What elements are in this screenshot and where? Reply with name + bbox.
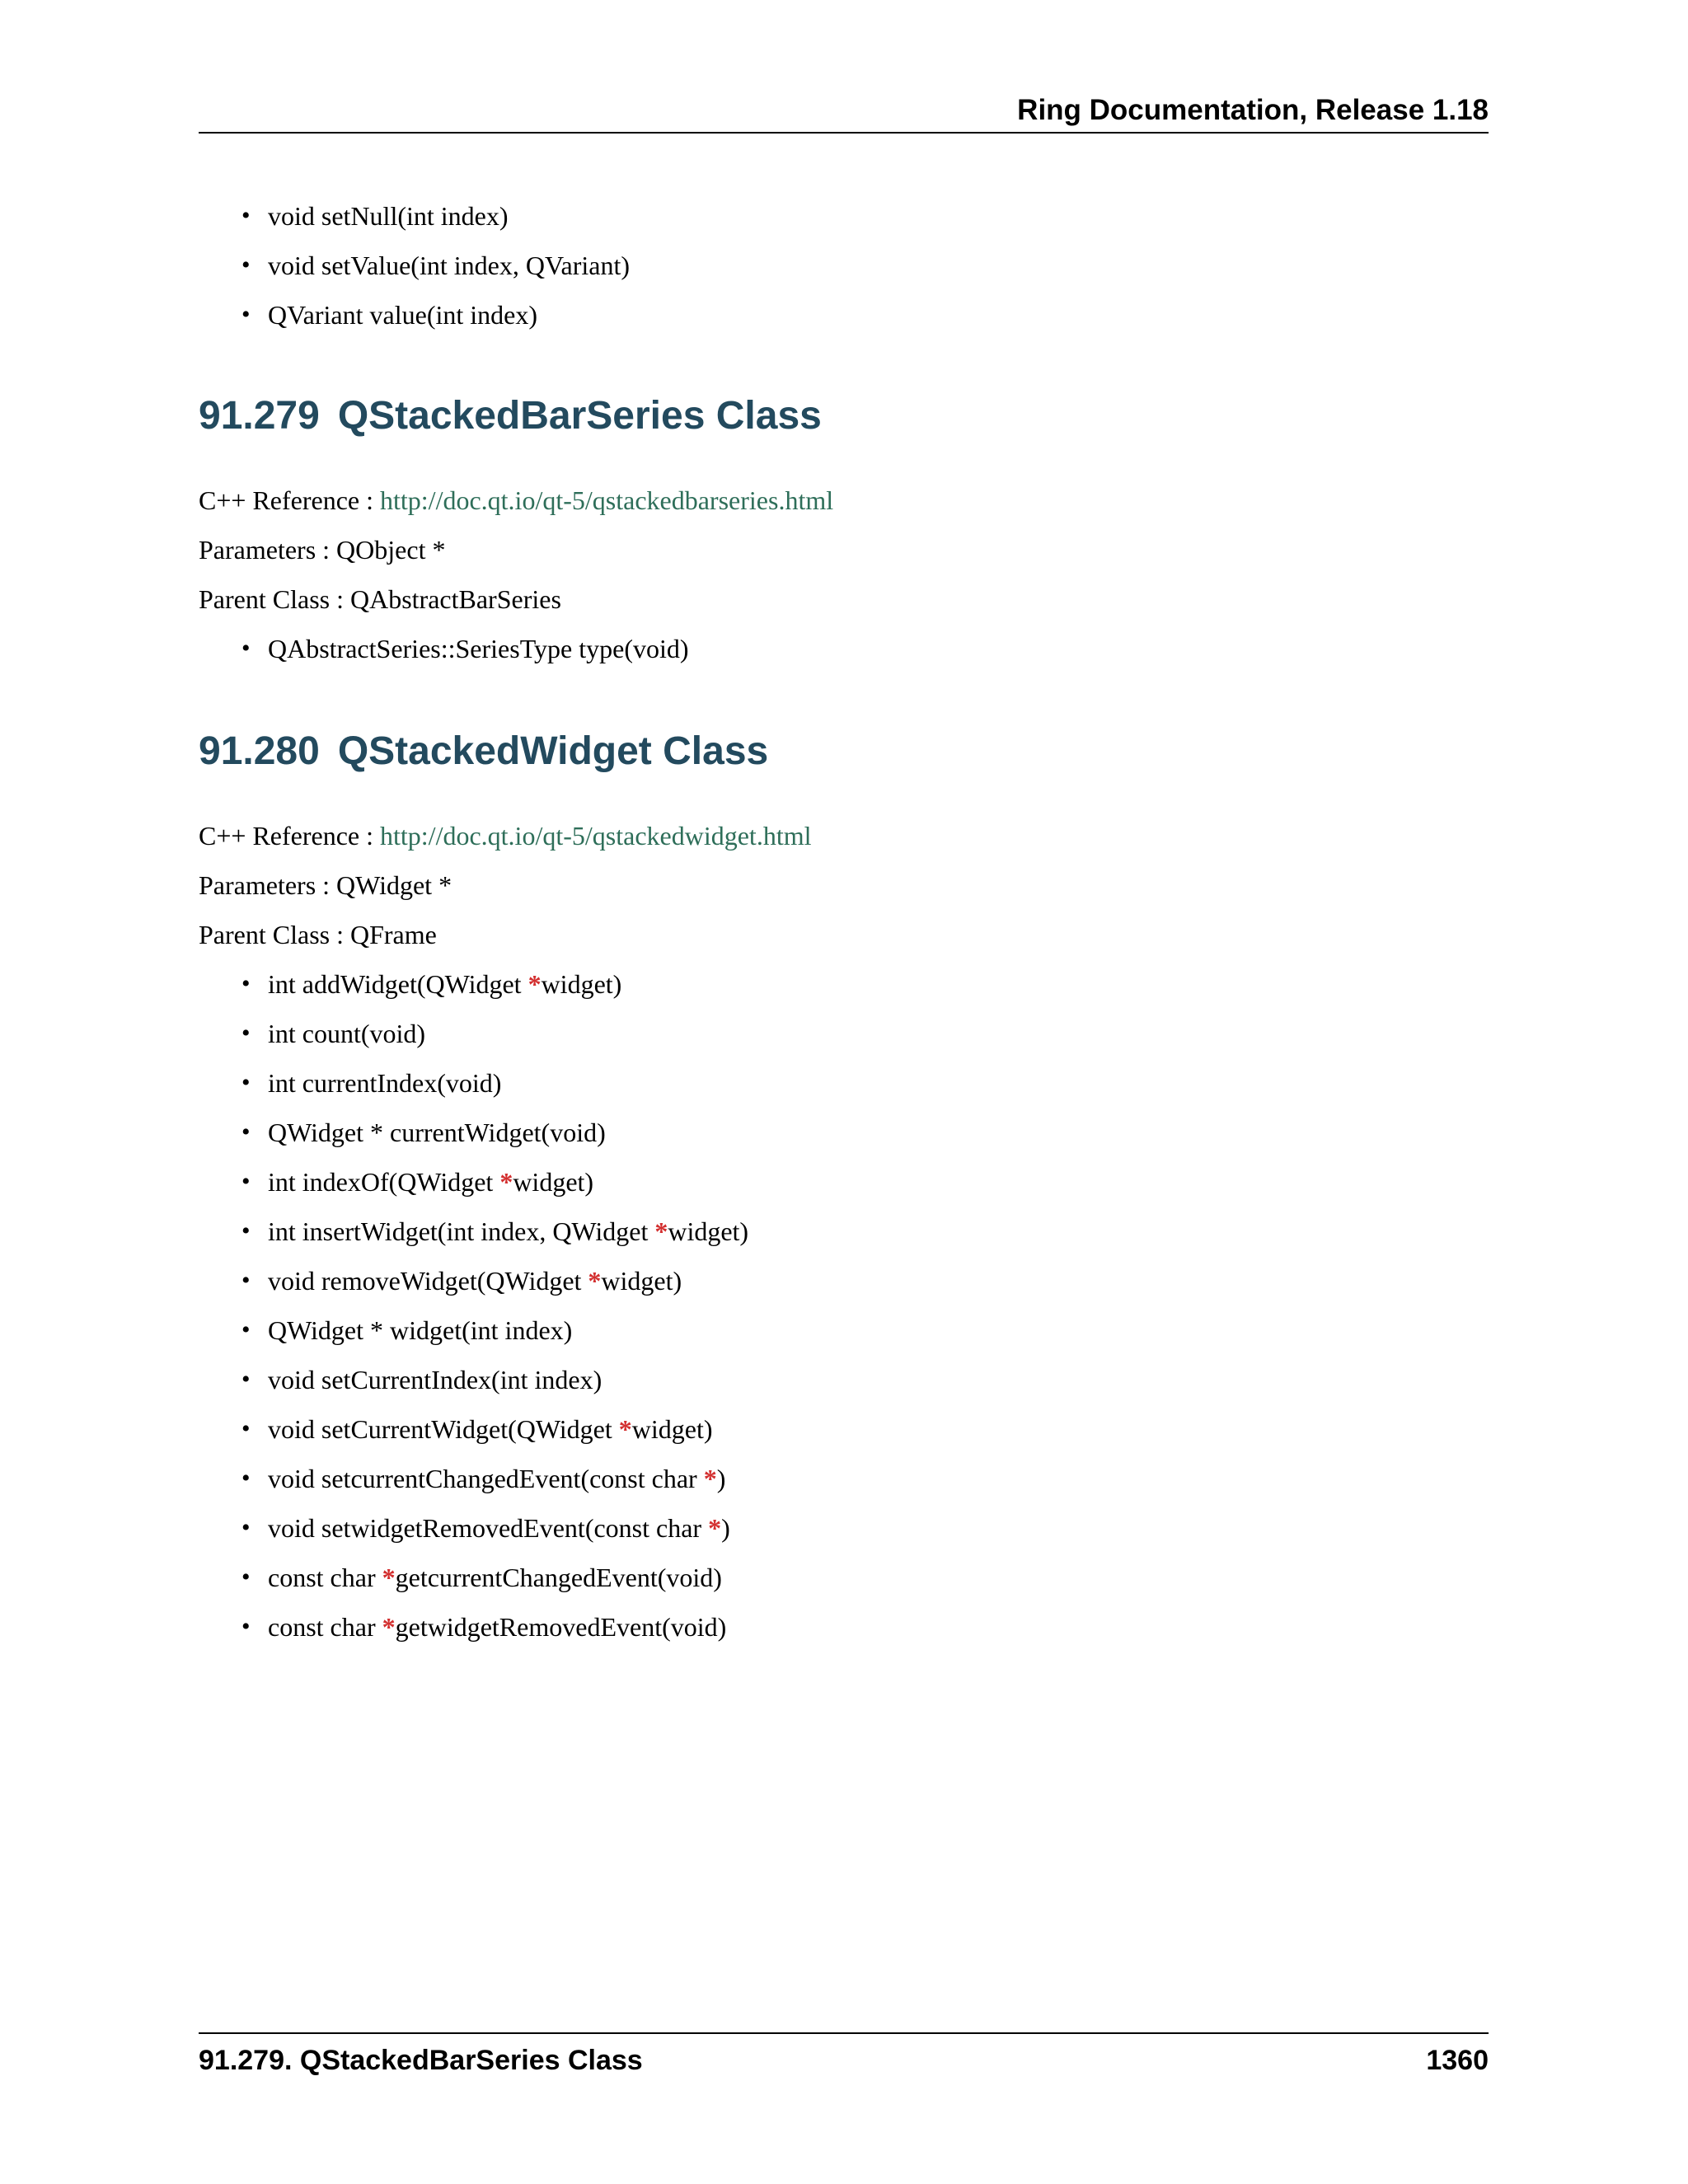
section-heading-qstackedwidget (199, 727, 768, 776)
method-signature: QWidget * widget(int index) (268, 1315, 573, 1345)
bullet-icon: • (241, 1563, 251, 1591)
method-signature-tail: widget) (601, 1266, 682, 1296)
list-item (199, 1553, 1489, 1602)
parameters: Parameters : QObject * (199, 535, 446, 565)
list-item (199, 1256, 1489, 1305)
bullet-icon: • (241, 1267, 251, 1294)
page-number: 1360 (1426, 2045, 1489, 2076)
method-signature: const char (268, 1612, 382, 1642)
cpp-reference-label: C++ Reference : (199, 485, 380, 515)
bullet-icon: • (241, 1415, 251, 1442)
method-signature-tail: getcurrentChangedEvent(void) (395, 1563, 722, 1592)
method-signature: QAbstractSeries::SeriesType type(void) (268, 634, 689, 663)
asterisk-marker: * (618, 1414, 632, 1444)
bullet-icon: • (241, 301, 251, 328)
footer-section-ref: 91.279. QStackedBarSeries Class (199, 2045, 643, 2076)
asterisk-marker: * (708, 1513, 722, 1543)
asterisk-marker: * (528, 969, 542, 999)
method-signature: void setcurrentChangedEvent(const char (268, 1464, 704, 1493)
method-signature: int indexOf(QWidget (268, 1167, 500, 1197)
asterisk-marker: * (499, 1167, 513, 1197)
method-signature-tail: widget) (513, 1167, 594, 1197)
method-signature: void setCurrentIndex(int index) (268, 1365, 603, 1394)
list-item (199, 290, 1489, 340)
section-title: QStackedBarSeries Class (337, 394, 822, 438)
bullet-icon: • (241, 202, 251, 229)
method-signature-tail: widget) (668, 1216, 749, 1246)
parameters: Parameters : QWidget * (199, 870, 452, 900)
method-signature: const char (268, 1563, 382, 1592)
method-signature: QWidget * currentWidget(void) (268, 1118, 606, 1147)
list-item (199, 1305, 1489, 1355)
bullet-icon: • (241, 1217, 251, 1244)
bullet-icon: • (241, 251, 251, 279)
asterisk-marker: * (654, 1216, 668, 1246)
list-item (199, 1602, 1489, 1652)
method-signature-tail: widget) (541, 969, 622, 999)
method-signature: void setValue(int index, QVariant) (268, 251, 630, 280)
method-list-qstackedwidget (199, 959, 1489, 1652)
parent-class: Parent Class : QFrame (199, 920, 437, 949)
list-item (199, 624, 1489, 673)
method-signature: void removeWidget(QWidget (268, 1266, 588, 1296)
bullet-icon: • (241, 1069, 251, 1096)
list-item (199, 959, 1489, 1009)
asterisk-marker: * (588, 1266, 602, 1296)
list-item (199, 1454, 1489, 1503)
list-item (199, 1503, 1489, 1553)
method-signature: void setwidgetRemovedEvent(const char (268, 1513, 709, 1543)
method-signature: int currentIndex(void) (268, 1068, 502, 1098)
method-list-continued (199, 191, 1489, 340)
bullet-icon: • (241, 970, 251, 997)
section-title: QStackedWidget Class (337, 729, 769, 773)
method-signature: int count(void) (268, 1019, 426, 1048)
page-footer (199, 2032, 1489, 2080)
cpp-reference-link[interactable]: http://doc.qt.io/qt-5/qstackedbarseries.html (380, 485, 834, 515)
cpp-reference-label: C++ Reference : (199, 821, 380, 851)
list-item (199, 1207, 1489, 1256)
cpp-reference-link[interactable]: http://doc.qt.io/qt-5/qstackedwidget.html (380, 821, 812, 851)
list-item (199, 1108, 1489, 1157)
method-signature: int addWidget(QWidget (268, 969, 528, 999)
method-signature-tail: ) (716, 1464, 726, 1493)
bullet-icon: • (241, 1316, 251, 1343)
cpp-reference (199, 811, 811, 860)
page-header (199, 92, 1489, 134)
method-signature-tail: getwidgetRemovedEvent(void) (395, 1612, 727, 1642)
cpp-reference (199, 476, 833, 525)
bullet-icon: • (241, 1019, 251, 1047)
method-signature: int insertWidget(int index, QWidget (268, 1216, 655, 1246)
bullet-icon: • (241, 1118, 251, 1146)
running-title: Ring Documentation, Release 1.18 (1017, 94, 1489, 126)
list-item (199, 1404, 1489, 1454)
section-number: 91.279 (199, 394, 320, 438)
method-signature-tail: ) (721, 1513, 730, 1543)
list-item (199, 1355, 1489, 1404)
list-item (199, 1009, 1489, 1058)
list-item (199, 241, 1489, 290)
method-signature: void setNull(int index) (268, 201, 509, 231)
list-item (199, 191, 1489, 241)
bullet-icon: • (241, 635, 251, 662)
parent-class: Parent Class : QAbstractBarSeries (199, 584, 561, 614)
bullet-icon: • (241, 1366, 251, 1393)
bullet-icon: • (241, 1168, 251, 1195)
asterisk-marker: * (703, 1464, 717, 1493)
method-list-qstackedbarseries (199, 624, 1489, 673)
section-heading-qstackedbarseries (199, 391, 822, 441)
asterisk-marker: * (382, 1563, 396, 1592)
method-signature-tail: widget) (631, 1414, 713, 1444)
asterisk-marker: * (382, 1612, 396, 1642)
bullet-icon: • (241, 1514, 251, 1541)
method-signature: QVariant value(int index) (268, 300, 537, 330)
bullet-icon: • (241, 1613, 251, 1640)
method-signature: void setCurrentWidget(QWidget (268, 1414, 619, 1444)
section-number: 91.280 (199, 729, 320, 773)
list-item (199, 1058, 1489, 1108)
bullet-icon: • (241, 1465, 251, 1492)
list-item (199, 1157, 1489, 1207)
